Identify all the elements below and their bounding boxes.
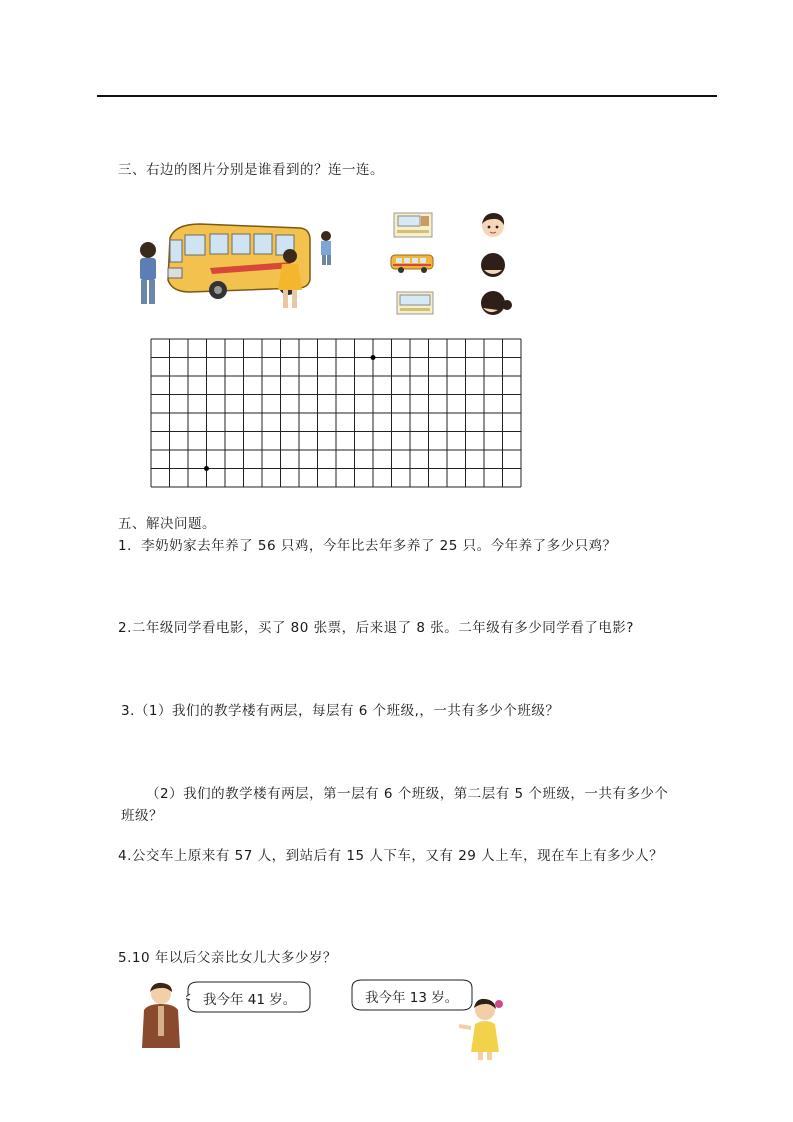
boy-back-head-icon (478, 250, 508, 280)
bus-scene-illustration (130, 210, 350, 320)
question-2: 2.二年级同学看电影，买了 80 张票，后来退了 8 张。二年级有多少同学看了电影? (118, 620, 634, 636)
question-5: 5.10 年以后父亲比女儿大多少岁？ (118, 950, 337, 966)
bus-back-view-icon (393, 212, 433, 238)
bus-side-view-icon (389, 252, 435, 274)
section3-heading: 三、右边的图片分别是谁看到的？连一连。 (118, 162, 384, 178)
boy-head-icon (478, 210, 508, 240)
question-4: 4.公交车上原来有 57 人，到站后有 15 人下车，又有 29 人上车，现在车上有多少人？ (118, 848, 664, 864)
question-1: 1．李奶奶家去年养了 56 只鸡，今年比去年多养了 25 只。今年养了多少只鸡？ (118, 538, 617, 554)
grid-dot (371, 355, 376, 360)
girl-head-icon (478, 288, 514, 318)
header-rule (97, 95, 717, 97)
father-icon (136, 980, 186, 1050)
bus-front-view-icon (396, 291, 434, 315)
daughter-icon (455, 996, 515, 1060)
square-grid (150, 338, 522, 488)
section5-heading: 五、解决问题。 (118, 516, 216, 532)
question-3-2-line2: 班级？ (121, 808, 163, 824)
question-3-2-line1: （2）我们的教学楼有两层，第一层有 6 个班级，第二层有 5 个班级，一共有多少个 (146, 786, 669, 802)
father-speech-text: 我今年 41 岁。 (203, 992, 297, 1008)
question-3-1: 3.（1）我们的教学楼有两层，每层有 6 个班级,，一共有多少个班级？ (121, 703, 560, 719)
grid-dot (204, 466, 209, 471)
daughter-speech-text: 我今年 13 岁。 (365, 990, 459, 1006)
